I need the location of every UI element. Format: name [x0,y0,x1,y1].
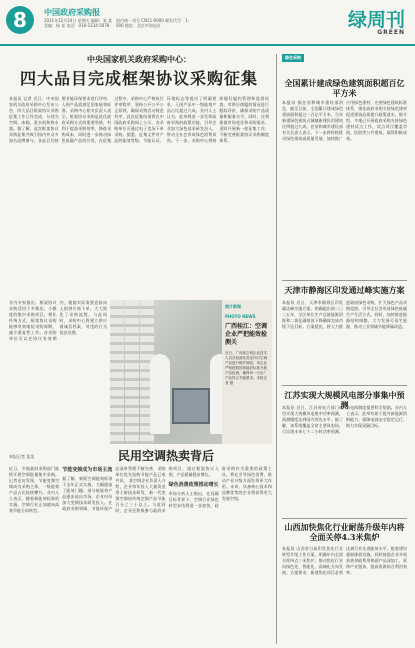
acoustic-wedge-left-2 [125,300,139,444]
story-subheading: 节能变频成为市场主流 [62,467,113,473]
brief-body-2: 本报讯 近日，天津市静海区印发碳达峰实施方案，明确提出到二〇二五年，全区单位生产总值能源消耗和二氧化碳排放下降确保完成市级下达目标。方案提出，将大力推进政府绿色采购，扩大绿色产品采购范围，引导全社会形成绿色低碳生产生活方式。同时，加快推进能源结构调整，大力发展可再生能源，推动工业领域节能降碳改造。 [282,300,407,329]
brief-headline-2: 天津市静海区印发通过峰实施方案 [284,285,405,295]
story-byline: 本报记者 某某 [9,454,35,459]
brief-divider [282,385,407,386]
story-paragraph: 某空调企业负责人介绍，企业每年投入大量资金用于新技术研发，新一代变频空调较传统定频产品节能百分之三十以上。与此同时，企业还积极参与政府采购项目，通过框架协议入围，产品销量稳步增长。 [115,466,219,513]
lead-headline: 四大品目完成框架协议采购征集 [19,69,258,88]
publication-info: 国内统一刊号 CN11-0000 邮发代号：1-000 地址：北京市海淀区 [116,18,190,28]
section-subtitle: GREEN [377,29,405,36]
header-rule [0,44,415,46]
brief-headline-4: 山西加快焦化行业耐荡升级年内将全面关停4.3米焦炉 [284,522,405,542]
page-number: 8 [6,6,34,34]
brief-body-3: 本报讯 近日，江苏省电力部门成功实现大规模风电集中功率预测，预测精度达到国内领先水平。据了解，该系统覆盖全省主要风电场，可实现未来七十二小时功率预测，为电网调度提供科学依据。业内人士表示，此举有助于提升新能源消纳能力，保障电网安全稳定运行，助力实现双碳目标。 [282,405,407,434]
issue-meta: 2021年12月24日 星期五 编辑：张 某 美编：杨 某 电话：010-1234-5678 [44,18,113,28]
story-body [9,466,272,644]
photo-caption: 近日，广西某空调企业技术人员在检测实验室内对空调产品进行噪声测试。该企业严格按照国家能效标准开展产品检测，确保每一台出厂产品符合节能要求。本报记者 摄 [225,351,267,385]
brief-headline-1: 全国累计建成绿色建筑面积超百亿平方米 [284,78,405,98]
lead-continuation: 业内专家指出，框架协议采购适用于多频次、小额度的集中采购项目。相比传统方式，框架协议采购能够有效缩短采购周期，减少重复性工作。各采购单位可以在协议有效期内，根据实际需要直接向入围供应商下单，大大简化了采购流程。与此同时，采购中心将建立供应商诚信档案，对违约行为依法处理。 [9,300,107,341]
photo-caption-box [222,300,272,444]
column-divider [276,54,277,644]
story-paragraph: 市场分析人士指出，在双碳目标背景下，空调行业绿色转型步伐将进一步加快。政府采购作为重要的政策工具，将在引导绿色消费、推动产业升级方面发挥更大作用。未来，具备核心技术和品牌优势的企业将获得更大发展空间。 [168,466,272,508]
photo-title: 广西桂江：空调企业严把能效检测关 [225,323,268,346]
technician-figure [150,354,170,434]
photo-label: 图片新闻 [225,304,241,309]
acoustic-wedge-left [110,300,124,444]
brief-body-1: 本报讯 据住房和城乡建设部消息，截至目前，全国累计建成绿色建筑面积超过一百亿平方米，当年新建绿色建筑占城镇新建民用建筑比例超过九成。住房和城乡建设部有关负责人表示，下一步将持续推动绿色建筑高质量发展，加快推广应用绿色建材，完善绿色建筑标准体系，强化政府采购支持绿色建材促进建筑品质提升政策落实。据介绍，多地已开展政府采购支持绿色建材试点工作，试点项目覆盖学校、医院等公共建筑，取得积极成效。 [282,100,407,141]
brief-headline-3: 江苏实现大规模风电部分事集中预测 [284,390,405,410]
photo-label-en: PHOTO NEWS [225,314,256,319]
paper-name: 中国政府采购报 [44,7,100,17]
section-tag: 绿色采购 [282,54,304,62]
story-paragraph: 近日，多地政府采购部门陆续开展空调批量集中采购。记者走访发现，节能变频空调成为采购主体，一级能效产品占比持续攀升。业内人士表示，随着新能效标准的实施，空调行业正加速向高效节能方向转型。 [9,466,60,513]
lead-article-body: 本报讯 记者 近日，中央国家机关政府采购中心发布公告，四大品目框架协议采购征集工作已经完成，分别为空调、冰箱、洗衣机和热水器。据了解，此次框架协议采购征集共吸引国内外众多知名品牌参与。各品目均按照节能环保要求进行评审，入围产品需满足国家能效标准。采购中心相关负责人表示，框架协议采购是优化政府采购方式的重要举措，有利于提高采购效率，降低采购成本，同时进一步推动绿色低碳产品的应用。在征集过程中，采购中心严格执行评审程序，坚持公开公平公正原则，确保采购活动规范有序。此次征集结果将在中国政府采购网上公示，各采购单位可通过电子卖场下单采购。据悉，征集文件对产品的能效等级、节能认证、环境标志等提出了明确要求，入围产品中一级能效产品占比超过九成。业内人士认为，此举将进一步发挥政府采购的政策功能，引导企业加大绿色技术研发投入，带动全社会形成绿色消费风尚。下一步，采购中心将持续做好履约管理和监督检查，对供应商履约情况进行跟踪评价，确保采购产品质量和服务水平。同时，还将根据市场变化和采购需求，适时开展新一轮征集工作，不断完善框架协议采购制度体系。 [9,96,269,143]
appliance-under-test [172,388,210,424]
story-subheading: 绿色消费政策推动增长 [168,482,219,488]
brief-body-4: 本报讯 山西省日前印发焦化行业转型升级工作方案，明确年内全面关停四点三米焦炉，推动焦化行业向绿色化、智能化、高端化方向发展。方案要求，新建焦化项目必须达到行业先进能效水平，配套建设超低排放设施。同时鼓励企业开展余热余能利用和副产品深加工，延伸产业链条，提高资源综合利用效率。 [282,546,407,575]
section-title: 绿周刊 [347,9,405,31]
brief-divider [282,518,407,519]
story-paragraph: 据了解，新版空调能效标准于去年正式实施，大幅提高了能效门槛。部分低能效产品逐步退出市场，企业纷纷加大变频技术研发投入。在政府采购领域，节能环保产品清单管理不断完善，采购单位优先选购节能产品已成共识。 [62,466,166,511]
masthead [0,0,415,44]
lead-kicker: 中央国家机关政府采购中心： [87,54,191,64]
brief-divider [282,280,407,281]
story-headline: 民用空调热卖背后 [117,449,214,463]
